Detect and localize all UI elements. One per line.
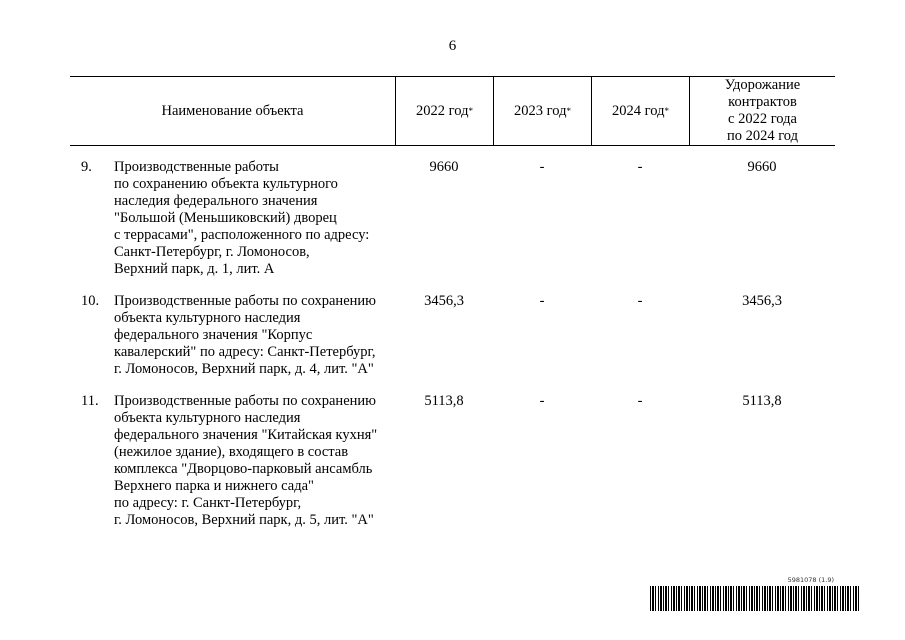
row-object-name: Производственные работы по сохранению объекта культурного наследия федерального значения "Большой (Меньшиковский) дворец с террасами", расположенного по адресу: Санкт-Петербург, г. Ломоносов, Верхний парк, д. 1, лит. А: [114, 159, 370, 277]
row-object-name: Производственные работы по сохранению объекта культурного наследия федерального значения "Корпус кавалерский" по адресу: Санкт-Петербург, г. Ломоносов, Верхний парк, д. 4, лит. "А": [114, 293, 376, 377]
table-header: [70, 76, 835, 146]
header-2022: 2022 год *: [395, 77, 493, 145]
row-value-2023: -: [539, 159, 545, 175]
barcode-text: 5981078 (1.9): [787, 576, 834, 584]
header-2023: 2023 год *: [493, 77, 591, 145]
header-2023-label: 2023 год: [514, 102, 567, 119]
header-2024-label: 2024 год: [612, 102, 665, 119]
header-increase: Удорожание контрактов с 2022 года по 2024 год: [689, 77, 835, 145]
header-2024: 2024 год *: [591, 77, 689, 145]
row-number: 9.: [81, 159, 92, 175]
data-table: [70, 76, 835, 529]
row-value-2024: -: [637, 293, 643, 309]
row-number: 10.: [81, 293, 100, 309]
row-object-name: Производственные работы по сохранению объекта культурного наследия федерального значения "Китайская кухня" (нежилое здание), входящего в состав комплекса "Дворцово-парковый ансамбль Верхнего парка и нижнего сада" по адресу: г. Санкт-Петербург, г. Ломоносов, Верхний парк, д. 5, лит. "А": [114, 393, 378, 528]
barcode-bars: [650, 586, 860, 611]
row-value-2023: -: [539, 293, 545, 309]
row-value-2024: -: [637, 159, 643, 175]
table-row: [70, 293, 835, 378]
header-2022-label: 2022 год: [416, 102, 469, 119]
row-value-2022: 9660: [429, 159, 459, 175]
row-value-2022: 5113,8: [424, 393, 464, 409]
row-value-2022: 3456,3: [424, 293, 464, 309]
row-value-increase: 5113,8: [742, 393, 782, 409]
header-name-label: Наименование объекта: [161, 102, 304, 119]
row-number: 11.: [81, 393, 99, 409]
page-number: 6: [448, 38, 457, 54]
row-value-increase: 3456,3: [742, 293, 782, 309]
table-row: [70, 393, 835, 529]
barcode: [650, 576, 860, 612]
row-value-2024: -: [637, 393, 643, 409]
table-row: [70, 159, 835, 278]
header-name: [70, 77, 395, 145]
row-value-increase: 9660: [747, 159, 777, 175]
row-value-2023: -: [539, 393, 545, 409]
table-body: [70, 146, 835, 529]
